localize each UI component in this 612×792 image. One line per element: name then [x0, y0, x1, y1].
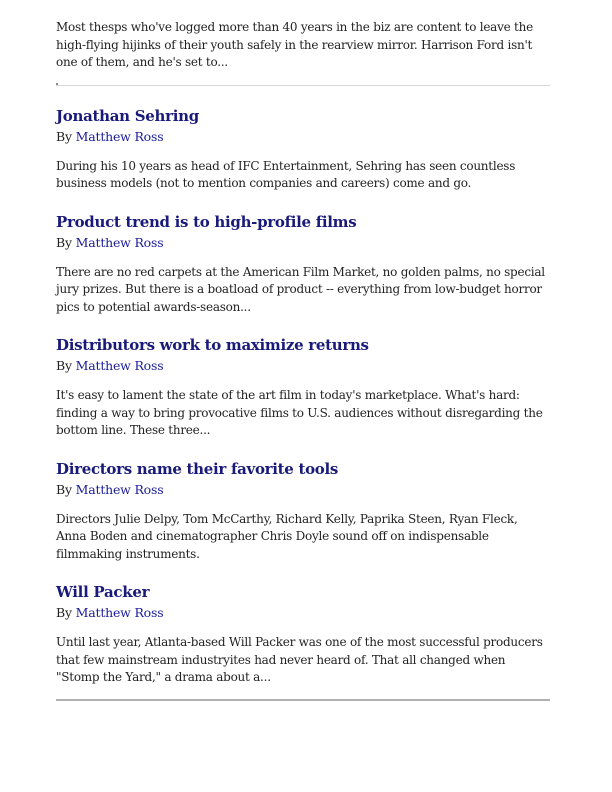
article-item — [56, 335, 550, 440]
author-link[interactable]: Matthew Ross — [75, 234, 164, 250]
byline — [56, 128, 550, 145]
article-title-link[interactable]: Product trend is to high-profile films — [56, 212, 357, 231]
intro-summary: Most thesps who've logged more than 40 years in the biz are content to leave the high-flying hijinks of their youth safely in the rearview mirror. Harrison Ford isn't one of them, and he's set to... — [56, 20, 533, 69]
article-summary: It's easy to lament the state of the art film in today's marketplace. What's hard: finding a way to bring provocative films to U.S. audiences without disregarding the bottom line. These three... — [56, 388, 543, 437]
byline — [56, 604, 550, 621]
divider-marker — [56, 83, 58, 85]
article-item — [56, 106, 550, 193]
author-link[interactable]: Matthew Ross — [75, 605, 164, 620]
byline-prefix: By — [56, 481, 72, 497]
section-divider — [56, 85, 550, 86]
article-title-link[interactable]: Distributors work to maximize returns — [56, 336, 369, 354]
article-title-link[interactable]: Will Packer — [56, 583, 150, 601]
byline-prefix: By — [56, 358, 72, 373]
article-item — [56, 212, 550, 317]
article-title-link[interactable]: Jonathan Sehring — [56, 106, 199, 125]
article-item — [56, 459, 550, 564]
article-summary: Directors Julie Delpy, Tom McCarthy, Richard Kelly, Paprika Steen, Ryan Fleck, Anna Boden and cinematographer Chris Doyle sound off on indispensable filmmaking instruments. — [56, 511, 518, 561]
author-link[interactable]: Matthew Ross — [75, 358, 164, 373]
article-title-link[interactable]: Directors name their favorite tools — [56, 459, 339, 478]
byline-prefix: By — [56, 605, 72, 620]
article-summary: Until last year, Atlanta-based Will Packer was one of the most successful producers that few mainstream industryites had never heard of. That all changed when "Stomp the Yard," a drama about a... — [56, 635, 543, 684]
article-item — [56, 582, 550, 687]
byline-prefix: By — [56, 128, 72, 144]
author-link[interactable]: Matthew Ross — [75, 128, 164, 144]
article-list-page — [56, 0, 550, 701]
byline-prefix: By — [56, 234, 72, 250]
byline — [56, 481, 550, 498]
bottom-divider — [56, 699, 550, 701]
article-summary: There are no red carpets at the American Film Market, no golden palms, no special jury prizes. But there is a boatload of product -- everything from low-budget horror pics to potential awards-season... — [56, 264, 545, 314]
article-summary: During his 10 years as head of IFC Entertainment, Sehring has seen countless business models (not to mention companies and careers) come and go. — [56, 158, 516, 190]
author-link[interactable]: Matthew Ross — [75, 481, 164, 497]
byline — [56, 234, 550, 251]
byline — [56, 357, 550, 374]
